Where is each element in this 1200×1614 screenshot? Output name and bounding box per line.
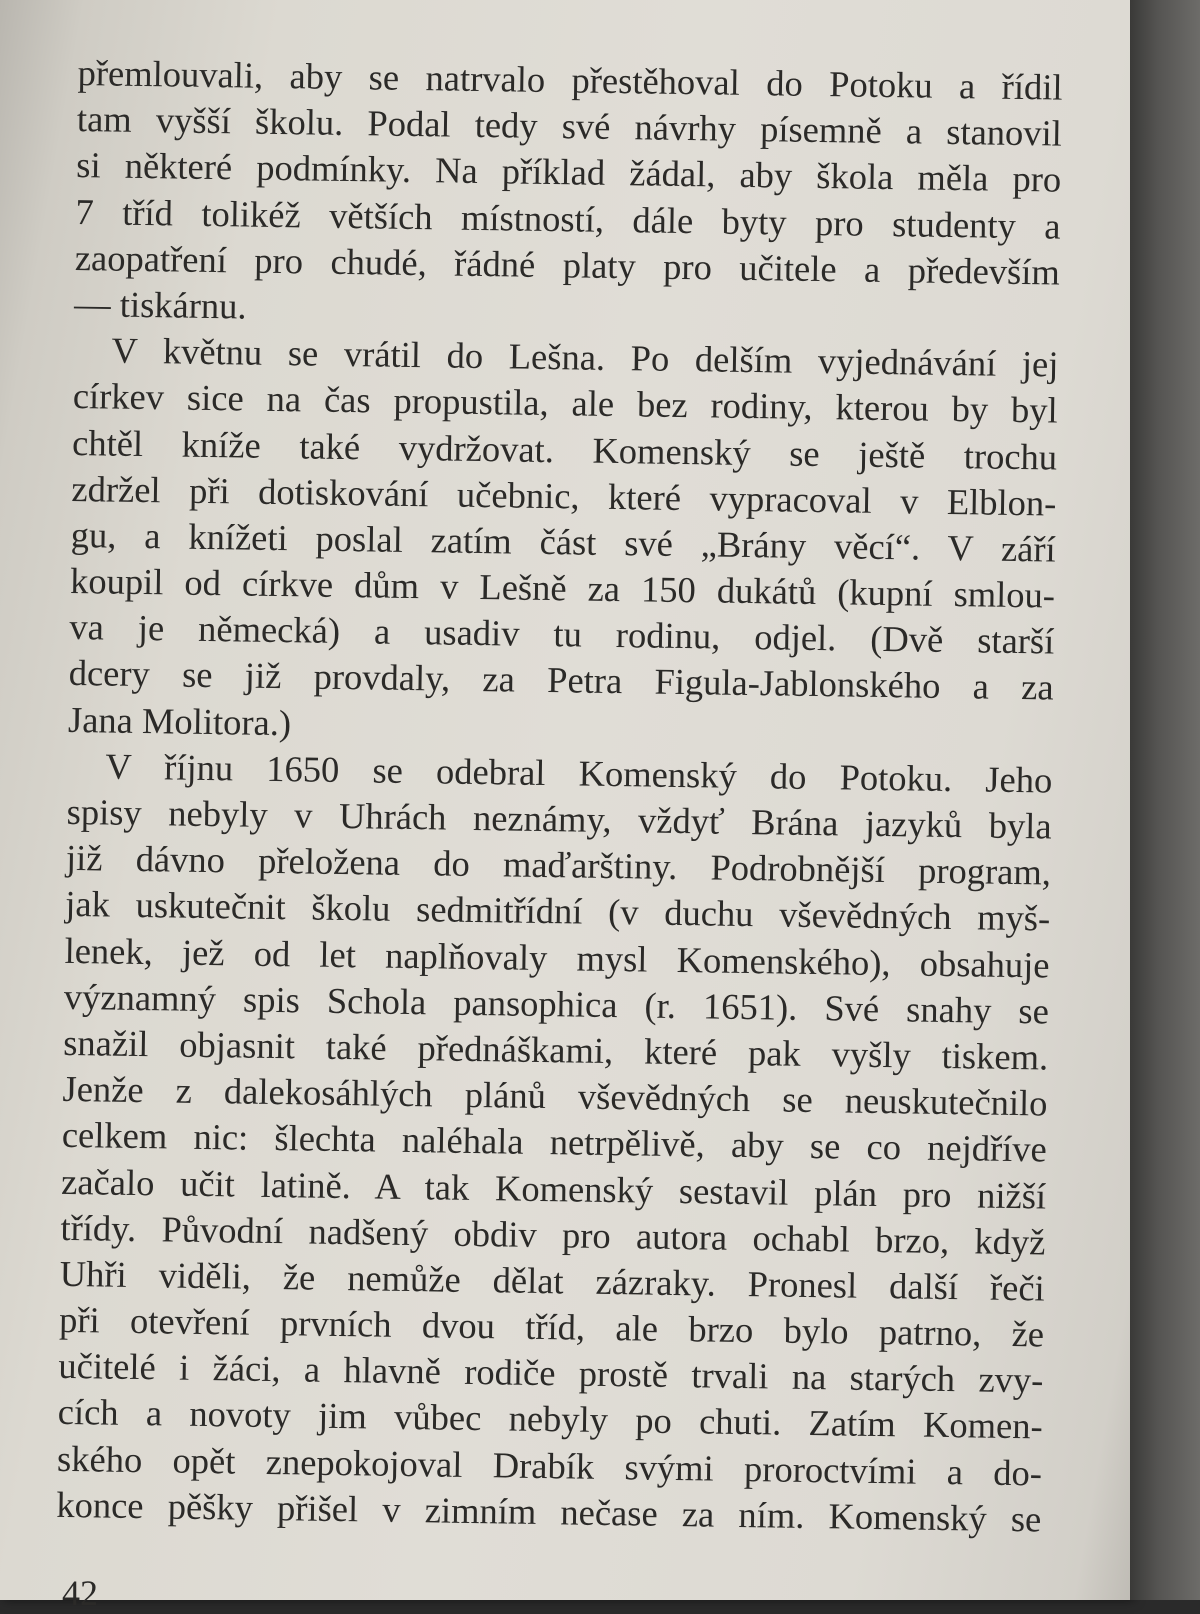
text-line: cích a novoty jim vůbec nebyly po chuti. Zatím Komen-	[57, 1391, 1043, 1447]
text-line: tam vyšší školu. Podal tedy své návrhy písemně a stanovil	[76, 98, 1063, 154]
text-line: jak uskutečnit školu sedmitřídní (v duchu vševědných myš-	[65, 883, 1051, 939]
text-line: zaopatření pro chudé, řádné platy pro učitele a především	[74, 236, 1061, 293]
text-line: při otevření prvních dvou tříd, ale brzo bylo patrno, že	[58, 1298, 1045, 1355]
text-line: již dávno přeložena do maďarštiny. Podrobnější program,	[65, 837, 1052, 893]
text-line: Jenže z dalekosáhlých plánů vševědných se neuskutečnilo	[62, 1068, 1048, 1124]
body-text	[56, 50, 1063, 1542]
text-line: snažil objasnit také přednáškami, které pak vyšly tiskem.	[62, 1021, 1049, 1078]
text-line: Uhři viděli, že nemůže dělat zázraky. Pronesl další řeči	[59, 1252, 1046, 1309]
paragraph-start: V říjnu 1650 se odebral Komenský do Potoku. Jeho	[105, 745, 1053, 801]
text-line: třídy. Původní nadšený obdiv pro autora ochabl brzo, když	[60, 1206, 1046, 1263]
book-gutter-edge	[1130, 0, 1200, 1600]
text-line: spisy nebyly v Uhrách neznámy, vždyť Brána jazyků byla	[66, 790, 1052, 847]
text-line: chtěl kníže také vydržovat. Komenský se ještě trochu	[71, 421, 1058, 478]
page-number: 42	[62, 1573, 98, 1613]
text-line: celkem nic: šlechta naléhala netrpělivě, aby se co nejdříve	[61, 1114, 1048, 1170]
text-line: začalo učit latině. A tak Komenský sestavil plán pro nižší	[60, 1160, 1047, 1216]
text-line: ského opět znepokojoval Drabík svými proroctvími a do-	[56, 1437, 1043, 1494]
text-line: významný spis Schola pansophica (r. 1651). Své snahy se	[63, 975, 1050, 1032]
text-line: 7 tříd tolikéž větších místností, dále byty pro studenty a	[75, 190, 1061, 247]
text-line: konce pěšky přišel v zimním nečase za ním. Komenský se	[56, 1483, 1042, 1540]
text-line: gu, a knížeti poslal zatím část své „Brány věcí“. V září	[70, 513, 1057, 570]
text-line: va je německá) a usadiv tu rodinu, odjel. (Dvě starší	[69, 606, 1055, 662]
text-line: koupil od církve dům v Lešně za 150 dukátů (kupní smlou-	[69, 560, 1056, 616]
text-line: učitelé i žáci, a hlavně rodiče prostě trvali na starých zvy-	[58, 1345, 1044, 1401]
text-line: — tiskárnu.	[73, 282, 247, 327]
text-line: církev sice na čas propustila, ale bez rodiny, kterou by byl	[72, 375, 1059, 431]
text-line: přemlouvali, aby se natrvalo přestěhoval do Potoku a řídil	[77, 51, 1063, 108]
text-line: si některé podmínky. Na příklad žádal, aby škola měla pro	[75, 144, 1062, 200]
text-line: Jana Molitora.)	[67, 698, 292, 743]
paragraph-start: V květnu se vrátil do Lešna. Po delším vyjednávání jej	[111, 329, 1059, 385]
text-line: dcery se již provdaly, za Petra Figula-Jablonského a za	[68, 652, 1054, 708]
text-line: zdržel při dotiskování učebnic, které vypracoval v Elblon-	[71, 467, 1057, 524]
text-line: lenek, jež od let naplňovaly mysl Komenského), obsahuje	[64, 929, 1050, 986]
